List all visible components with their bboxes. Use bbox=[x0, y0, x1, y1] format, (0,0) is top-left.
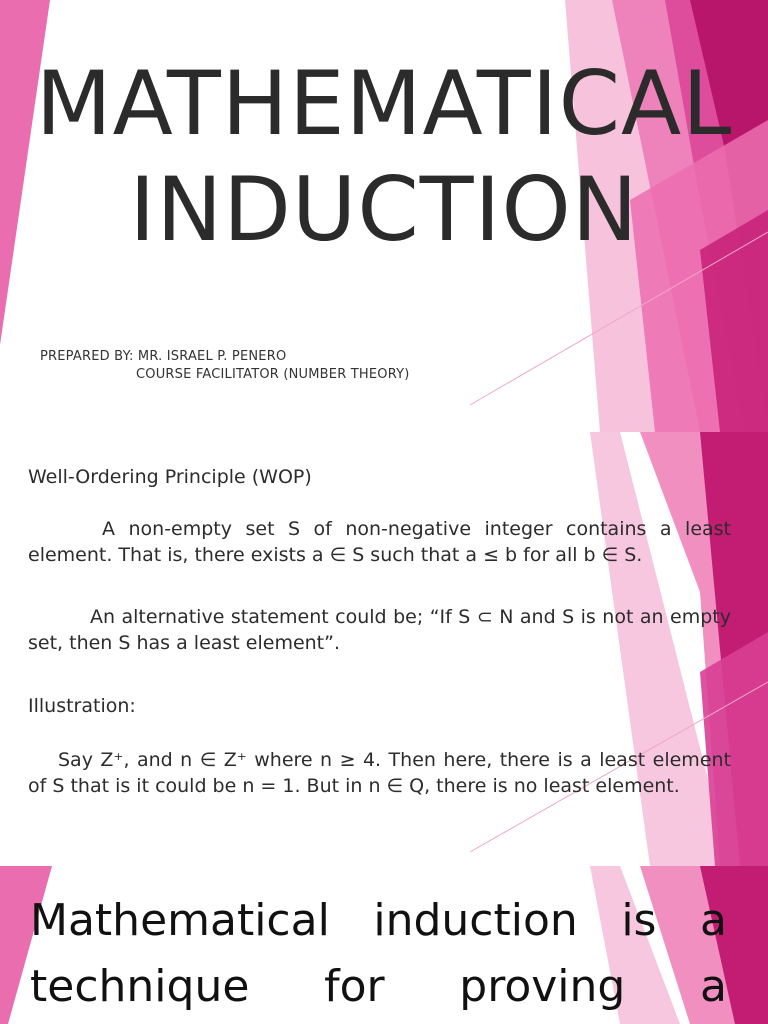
facilitator-role-text: COURSE FACILITATOR (NUMBER THEORY) bbox=[136, 367, 410, 382]
induction-def-line1: Mathematical induction is a bbox=[30, 895, 727, 946]
illustration-text: Say Z⁺, and n ∈ Z⁺ where n ≥ 4. Then here, there is a least element of S that is it could be n = 1. But in n ∈ Q, there is no least element. bbox=[28, 749, 731, 797]
induction-def-line2: technique for proving a bbox=[30, 961, 727, 1012]
slide-title-line1: MATHEMATICAL bbox=[35, 52, 733, 155]
slide-definition bbox=[0, 866, 768, 1024]
slide-title-line2: INDUCTION bbox=[129, 158, 639, 261]
wop-alternative: An alternative statement could be; “If S ⊂ N and S is not an empty set, then S has a least element”. bbox=[28, 606, 731, 654]
prepared-by-text: PREPARED BY: MR. ISRAEL P. PENERO bbox=[40, 349, 287, 364]
slide-wop bbox=[0, 432, 768, 866]
wop-definition: A non-empty set S of non-negative integer contains a least element. That is, there exists a ∈ S such that a ≤ b for all b ∈ S. bbox=[28, 518, 731, 566]
wop-heading: Well-Ordering Principle (WOP) bbox=[28, 466, 312, 488]
prepared-by-block bbox=[40, 348, 410, 384]
slide-title bbox=[0, 0, 768, 432]
illustration-label: Illustration: bbox=[28, 695, 136, 717]
